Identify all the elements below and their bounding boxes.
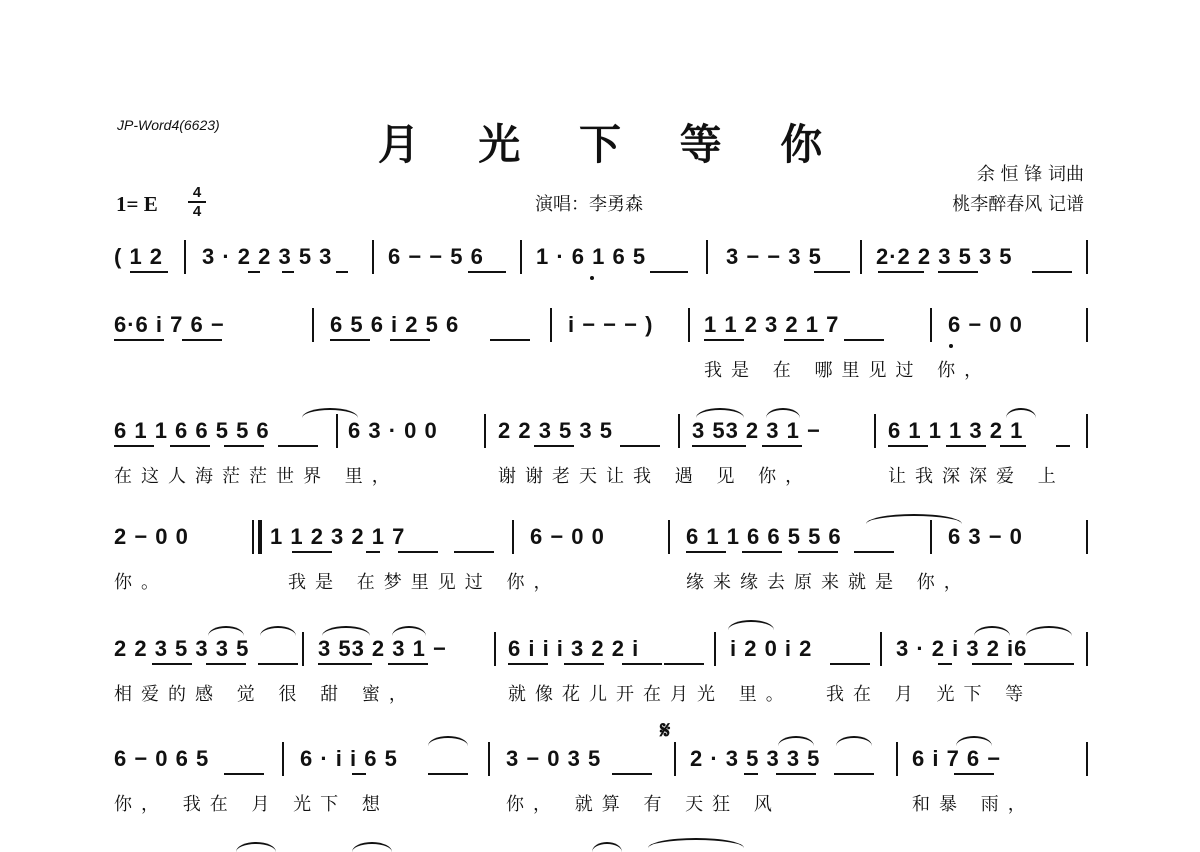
measure: 6 1 1 6 6 5 5 6 bbox=[686, 524, 842, 549]
tie-slur bbox=[392, 626, 426, 636]
software-label: JP-Word4(6623) bbox=[117, 117, 220, 133]
underline bbox=[762, 445, 802, 447]
measure: 2 − 0 0 bbox=[114, 524, 189, 549]
tie-slur bbox=[1026, 626, 1072, 636]
lyric-segment: 让我深深爱 上 bbox=[888, 466, 1065, 487]
underline bbox=[692, 445, 746, 447]
underline bbox=[854, 551, 894, 553]
underline bbox=[938, 271, 978, 273]
barline bbox=[282, 742, 284, 776]
underline bbox=[388, 663, 428, 665]
lyrics-line bbox=[112, 568, 1092, 594]
underline bbox=[664, 663, 704, 665]
repeat-barline-thick bbox=[258, 520, 262, 554]
measure: 3 − − 3 5 bbox=[726, 244, 822, 269]
measure: 6 5 6 i 2 5 6 bbox=[330, 312, 460, 337]
barline bbox=[930, 520, 932, 554]
barline bbox=[668, 520, 670, 554]
notes-line bbox=[112, 412, 1092, 452]
lyric-segment: 我是 在梦里见过 你， bbox=[288, 572, 561, 593]
underline bbox=[224, 445, 264, 447]
underline bbox=[170, 445, 210, 447]
underline bbox=[206, 663, 246, 665]
notes-line bbox=[112, 306, 1092, 346]
underline bbox=[830, 663, 870, 665]
underline bbox=[1056, 445, 1070, 447]
measure: 3 · 2 2 3 5 3 bbox=[202, 244, 333, 269]
underline bbox=[454, 551, 494, 553]
underline bbox=[612, 773, 652, 775]
measure: 6 i i i 3 2 2 i bbox=[508, 636, 640, 661]
barline bbox=[488, 742, 490, 776]
underline bbox=[622, 663, 662, 665]
underline bbox=[946, 445, 986, 447]
measure: 6 1 1 1 3 2 1 bbox=[888, 418, 1024, 443]
lyric-segment: 你， 就算 有 天狂 风 bbox=[506, 794, 781, 815]
measure: ( 1 2 bbox=[114, 244, 164, 269]
underline bbox=[390, 339, 430, 341]
measure: 6 i 7 6 − bbox=[912, 746, 1002, 771]
tie-slur bbox=[236, 842, 276, 852]
notes-line bbox=[112, 238, 1092, 278]
underline bbox=[744, 773, 758, 775]
underline bbox=[888, 445, 928, 447]
underline bbox=[798, 551, 838, 553]
underline bbox=[834, 773, 874, 775]
lyric-segment: 我是 在 哪里见过 你， bbox=[704, 360, 992, 381]
singer-label: 演唱：李勇森 bbox=[535, 194, 643, 215]
lyric-segment: 谢谢老天让我 遇 见 你， bbox=[498, 466, 813, 487]
measure: 6 − 0 0 bbox=[948, 312, 1023, 337]
underline bbox=[564, 663, 604, 665]
credits bbox=[952, 160, 1084, 220]
barline bbox=[550, 308, 552, 342]
barline bbox=[512, 520, 514, 554]
key-signature: 1= E bbox=[116, 192, 158, 216]
barline bbox=[688, 308, 690, 342]
measure: 6 − 0 6 5 bbox=[114, 746, 210, 771]
barline bbox=[706, 240, 708, 274]
underline bbox=[742, 551, 782, 553]
underline bbox=[534, 445, 574, 447]
measure: i 2 0 i 2 bbox=[730, 636, 813, 661]
underline bbox=[278, 445, 318, 447]
page-title: 月 光 下 等 你 bbox=[377, 120, 845, 169]
lyric-segment: 你， 我在 月 光下 想 bbox=[114, 794, 389, 815]
time-signature-top: 4 bbox=[192, 184, 202, 201]
barline bbox=[1086, 414, 1088, 448]
measure: 1 1 2 3 2 1 7 bbox=[270, 524, 406, 549]
tie-slur bbox=[1006, 408, 1036, 418]
barline bbox=[896, 742, 898, 776]
segno-sign: 𝄋 bbox=[660, 716, 671, 744]
octave-dot bbox=[949, 344, 953, 348]
tie-slur bbox=[728, 620, 774, 630]
underline bbox=[972, 663, 1012, 665]
barline bbox=[312, 308, 314, 342]
underline bbox=[878, 271, 924, 273]
barline bbox=[860, 240, 862, 274]
underline bbox=[490, 339, 530, 341]
underline bbox=[352, 773, 366, 775]
measure: 6 · i i 6 5 bbox=[300, 746, 398, 771]
measure: 3 53 2 3 1 − bbox=[318, 636, 447, 661]
barline bbox=[302, 632, 304, 666]
barline bbox=[184, 240, 186, 274]
underline bbox=[428, 773, 468, 775]
barline bbox=[1086, 308, 1088, 342]
underline bbox=[292, 551, 332, 553]
underline bbox=[330, 339, 370, 341]
repeat-barline-thick bbox=[252, 520, 254, 554]
underline bbox=[152, 663, 192, 665]
underline bbox=[814, 271, 850, 273]
barline bbox=[930, 308, 932, 342]
notes-line bbox=[112, 630, 1092, 670]
measure: 3 · 2 i 3 2 i6 bbox=[896, 636, 1028, 661]
measure: 2·2 2 3 5 3 5 bbox=[876, 244, 1013, 269]
tie-slur bbox=[648, 838, 744, 848]
barline bbox=[336, 414, 338, 448]
measure: 2 2 3 5 3 5 bbox=[498, 418, 613, 443]
lyric-segment: 缘来缘去原来就是 你， bbox=[686, 572, 971, 593]
barline bbox=[674, 742, 676, 776]
tie-slur bbox=[592, 842, 622, 852]
measure: 1 · 6 1 6 5 bbox=[536, 244, 647, 269]
lyric-segment: 和暴 雨， bbox=[912, 794, 1035, 815]
time-signature bbox=[188, 185, 206, 219]
notes-line bbox=[112, 740, 1092, 780]
lyrics-line bbox=[112, 356, 1092, 382]
underline bbox=[776, 773, 816, 775]
measure: 6 − − 5 6 bbox=[388, 244, 484, 269]
lyric-segment: 在这人海茫茫世界 里， bbox=[114, 466, 399, 487]
barline bbox=[714, 632, 716, 666]
tie-slur bbox=[766, 408, 800, 418]
underline bbox=[318, 663, 372, 665]
underline bbox=[182, 339, 222, 341]
measure: 6 1 1 6 6 5 5 6 bbox=[114, 418, 270, 443]
underline bbox=[114, 339, 164, 341]
tie-slur bbox=[302, 408, 358, 418]
transcriber-credit: 桃李醉春风 记谱 bbox=[952, 194, 1084, 215]
underline bbox=[704, 339, 744, 341]
barline bbox=[1086, 742, 1088, 776]
underline bbox=[686, 551, 726, 553]
tie-slur bbox=[974, 626, 1010, 636]
measure: 6 3 − 0 bbox=[948, 524, 1023, 549]
underline bbox=[114, 445, 154, 447]
underline bbox=[248, 271, 260, 273]
underline bbox=[1032, 271, 1072, 273]
underline bbox=[468, 271, 506, 273]
underline bbox=[620, 445, 660, 447]
time-signature-bottom: 4 bbox=[192, 203, 202, 220]
lyrics-line bbox=[112, 790, 1092, 816]
lyrics-line bbox=[112, 462, 1092, 488]
tie-slur bbox=[208, 626, 244, 636]
underline bbox=[282, 271, 294, 273]
tie-slur bbox=[260, 626, 296, 636]
underline bbox=[954, 773, 994, 775]
lyric-segment: 相爱的感 觉 很 甜 蜜， bbox=[114, 684, 416, 705]
octave-dot bbox=[590, 276, 594, 280]
underline bbox=[224, 773, 264, 775]
barline bbox=[874, 414, 876, 448]
barline bbox=[484, 414, 486, 448]
lyric-segment: 就像花儿开在月光 里。 bbox=[508, 684, 793, 705]
measure: 6·6 i 7 6 − bbox=[114, 312, 225, 337]
underline bbox=[130, 271, 168, 273]
tie-slur bbox=[836, 736, 872, 746]
tie-slur bbox=[956, 736, 992, 746]
lyric-segment: 你。 bbox=[114, 572, 168, 593]
measure: 1 1 2 3 2 1 7 bbox=[704, 312, 840, 337]
barline bbox=[880, 632, 882, 666]
barline bbox=[678, 414, 680, 448]
underline bbox=[258, 663, 298, 665]
underline bbox=[784, 339, 824, 341]
measure: 2 · 3 5 3 3 5 bbox=[690, 746, 821, 771]
underline bbox=[1024, 663, 1074, 665]
barline bbox=[1086, 240, 1088, 274]
underline bbox=[844, 339, 884, 341]
tie-slur bbox=[696, 408, 744, 418]
measure: 3 53 2 3 1 − bbox=[692, 418, 821, 443]
underline bbox=[366, 551, 380, 553]
measure: 2 2 3 5 3 3 5 bbox=[114, 636, 250, 661]
underline bbox=[398, 551, 438, 553]
underline bbox=[508, 663, 548, 665]
tie-slur bbox=[778, 736, 814, 746]
measure: 6 − 0 0 bbox=[530, 524, 605, 549]
barline bbox=[372, 240, 374, 274]
lyric-segment: 我在 月 光下 等 bbox=[826, 684, 1033, 705]
notes-line bbox=[112, 518, 1092, 558]
barline bbox=[1086, 520, 1088, 554]
composer-credit: 余 恒 锋 词曲 bbox=[976, 164, 1084, 185]
underline bbox=[938, 663, 952, 665]
underline bbox=[336, 271, 348, 273]
measure: 6 3 · 0 0 bbox=[348, 418, 438, 443]
measure: 3 − 0 3 5 bbox=[506, 746, 602, 771]
tie-slur bbox=[866, 514, 962, 524]
tie-slur bbox=[428, 736, 468, 746]
barline bbox=[1086, 632, 1088, 666]
lyrics-line bbox=[112, 680, 1092, 706]
tie-slur bbox=[352, 842, 392, 852]
barline bbox=[494, 632, 496, 666]
barline bbox=[520, 240, 522, 274]
measure: i − − − ) bbox=[568, 312, 654, 337]
tie-slur bbox=[322, 626, 370, 636]
underline bbox=[1000, 445, 1026, 447]
underline bbox=[650, 271, 688, 273]
